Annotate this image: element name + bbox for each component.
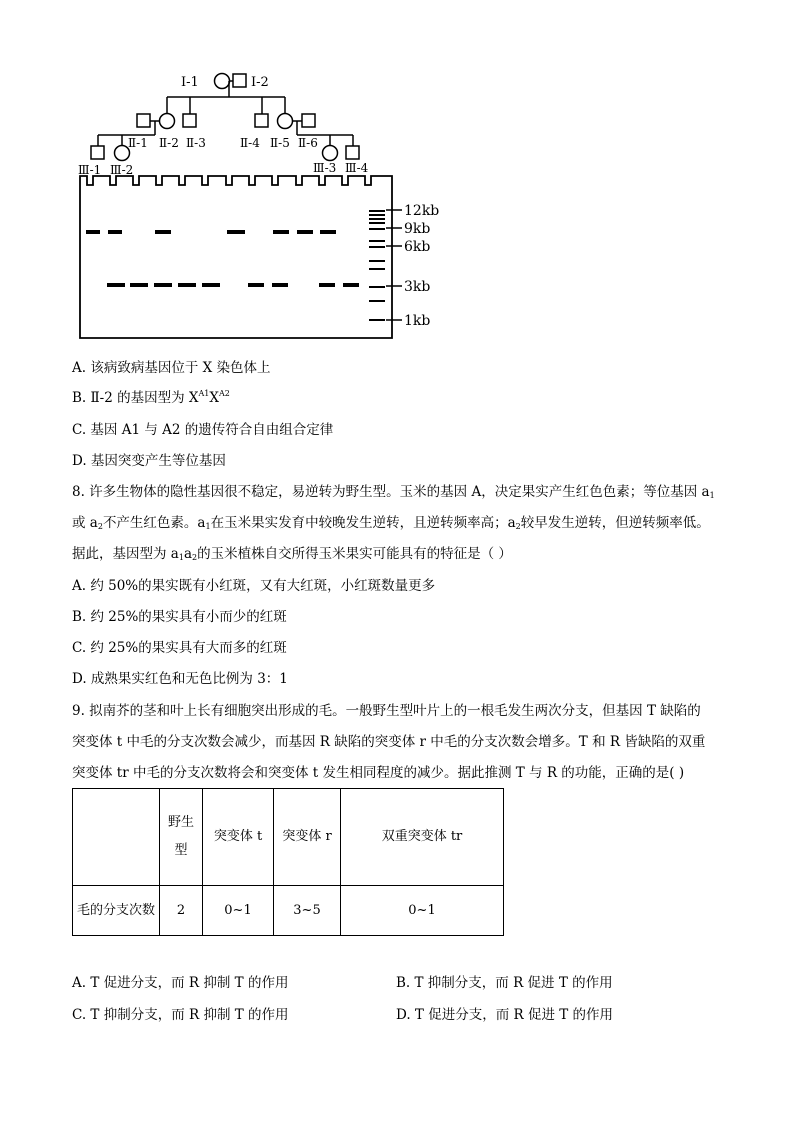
q8-sub: 2 (515, 522, 521, 531)
q8-option-a: A. 约 50%的果实既有小红斑，又有大红斑，小红斑数量更多 (72, 578, 436, 594)
q8-sub: 2 (192, 553, 198, 562)
q8-sub: 1 (205, 522, 211, 531)
band-lane8-lower (272, 283, 288, 287)
label-II-6: Ⅱ-6 (298, 136, 318, 150)
marker-9kb: 9kb (404, 221, 431, 237)
marker-ticks (386, 210, 402, 320)
band-lane5-lower (178, 283, 196, 287)
q7-option-b (72, 389, 230, 407)
marker-6kb: 6kb (404, 239, 431, 255)
table-header-double-mutant: 双重突变体 tr (341, 789, 504, 886)
band-lane2-lower (107, 283, 125, 287)
q8-sub: 1 (178, 553, 184, 562)
q7-option-b-mid: X (209, 390, 220, 406)
dna-ladder (369, 210, 385, 321)
q9-stem-line3: 突变体 tr 中毛的分支次数将会和突变体 t 发生相同程度的减少。据此推测 T 与 R 的功能，正确的是( ) (72, 765, 685, 781)
q9-option-a: A. T 促进分支，而 R 抑制 T 的作用 (72, 975, 289, 991)
band-lane9-upper (297, 230, 313, 234)
q8-text: 较早发生逆转，但逆转频率低。 (520, 515, 710, 531)
q7-option-b-text: B. Ⅱ-2 的基因型为 X (72, 390, 199, 406)
band-lane4-lower (154, 283, 172, 287)
q8-stem-line1-text: 8. 许多生物体的隐性基因很不稳定，易逆转为野生型。玉米的基因 A，决定果实产生红色色素；等位基因 a (72, 484, 710, 500)
female-symbol-I-1 (215, 74, 230, 89)
label-II-1: Ⅱ-1 (128, 136, 148, 150)
q7-option-b-sup2: A2 (219, 389, 230, 398)
q9-option-c: C. T 抑制分支，而 R 抑制 T 的作用 (72, 1007, 289, 1023)
q8-stem-line2 (72, 514, 710, 532)
female-symbol-III-3 (323, 146, 338, 161)
q8-sub: 2 (97, 522, 103, 531)
q8-option-c: C. 约 25%的果实具有大而多的红斑 (72, 640, 287, 656)
q8-stem-line3 (72, 545, 512, 563)
male-symbol-II-4 (255, 114, 268, 127)
q8-text: 据此，基因型为 a (72, 546, 179, 562)
pedigree-labels (78, 75, 369, 177)
table-header-wild-type: 野生型 (160, 789, 203, 886)
male-symbol-I-2 (233, 74, 246, 87)
female-symbol-II-2 (160, 114, 175, 129)
q8-option-d: D. 成熟果实红色和无色比例为 3：1 (72, 671, 288, 687)
band-lane1-upper (86, 230, 100, 234)
table-cell-mutant-t: 0~1 (203, 886, 274, 936)
marker-3kb: 3kb (404, 279, 431, 295)
table-row (73, 886, 504, 936)
band-lane2-upper (108, 230, 122, 234)
q7-option-a: A. 该病致病基因位于 X 染色体上 (72, 360, 271, 376)
gel-bands (86, 230, 359, 287)
band-lane11-lower (343, 283, 359, 287)
table-header-row (73, 789, 504, 886)
marker-1kb: 1kb (404, 313, 431, 329)
band-lane10-upper (320, 230, 336, 234)
band-lane3-upper (155, 230, 171, 234)
table-header-empty (73, 789, 160, 886)
label-I-2: Ⅰ-2 (251, 75, 269, 90)
male-symbol-II-3 (183, 114, 196, 127)
pedigree-gel-figure (0, 0, 794, 345)
q8-text: 的玉米植株自交所得玉米果实可能具有的特征是（ ） (197, 546, 512, 562)
q9-option-d: D. T 促进分支，而 R 促进 T 的作用 (396, 1007, 614, 1023)
q7-option-b-sup1: A1 (198, 389, 210, 398)
male-symbol-III-4 (346, 146, 359, 159)
label-I-1: Ⅰ-1 (181, 75, 199, 90)
q9-stem-line2: 突变体 t 中毛的分支次数会减少，而基因 R 缺陷的突变体 r 中毛的分支次数会增多。T 和 R 皆缺陷的双重 (72, 734, 706, 750)
label-III-1: Ⅲ-1 (78, 163, 102, 177)
label-II-2: Ⅱ-2 (159, 136, 179, 150)
label-II-4: Ⅱ-4 (240, 136, 260, 150)
q8-text: 不产生红色素。a (102, 515, 206, 531)
q8-option-b: B. 约 25%的果实具有小而少的红斑 (72, 609, 287, 625)
table-cell-wild-type: 2 (160, 886, 203, 936)
marker-labels (404, 203, 439, 329)
table-cell-mutant-r: 3~5 (274, 886, 341, 936)
q7-option-d: D. 基因突变产生等位基因 (72, 453, 226, 469)
band-lane7-lower (248, 283, 264, 287)
gel-outline (80, 176, 392, 338)
label-III-3: Ⅲ-3 (313, 161, 337, 175)
table-header-mutant-r: 突变体 r (274, 789, 341, 886)
label-II-3: Ⅱ-3 (186, 136, 206, 150)
q9-option-b: B. T 抑制分支，而 R 促进 T 的作用 (396, 975, 613, 991)
q8-sub: 1 (709, 491, 715, 500)
marker-12kb: 12kb (404, 203, 440, 219)
band-lane8-upper (273, 230, 289, 234)
label-II-5: Ⅱ-5 (270, 136, 290, 150)
q8-text: a (183, 546, 192, 562)
label-III-4: Ⅲ-4 (345, 161, 369, 175)
table-row-label: 毛的分支次数 (73, 886, 160, 936)
band-lane3-lower (130, 283, 148, 287)
male-symbol-II-1 (137, 114, 150, 127)
q8-text: 或 a (72, 515, 98, 531)
table-header-mutant-t: 突变体 t (203, 789, 274, 886)
q7-option-c: C. 基因 A1 与 A2 的遗传符合自由组合定律 (72, 422, 334, 438)
male-symbol-II-6 (302, 114, 315, 127)
q8-stem-line1 (72, 483, 715, 501)
female-symbol-II-5 (278, 114, 293, 129)
q9-results-table (72, 788, 504, 936)
table-cell-double-mutant: 0~1 (341, 886, 504, 936)
label-III-2: Ⅲ-2 (110, 163, 134, 177)
band-lane10-lower (319, 283, 335, 287)
q9-stem-line1: 9. 拟南芥的茎和叶上长有细胞突出形成的毛。一般野生型叶片上的一根毛发生两次分支，但基因 T 缺陷的 (72, 703, 701, 719)
q8-text: 在玉米果实发育中较晚发生逆转，且逆转频率高；a (210, 515, 516, 531)
male-symbol-III-1 (91, 146, 104, 159)
band-lane6-lower (202, 283, 220, 287)
band-lane6-upper (227, 230, 245, 234)
